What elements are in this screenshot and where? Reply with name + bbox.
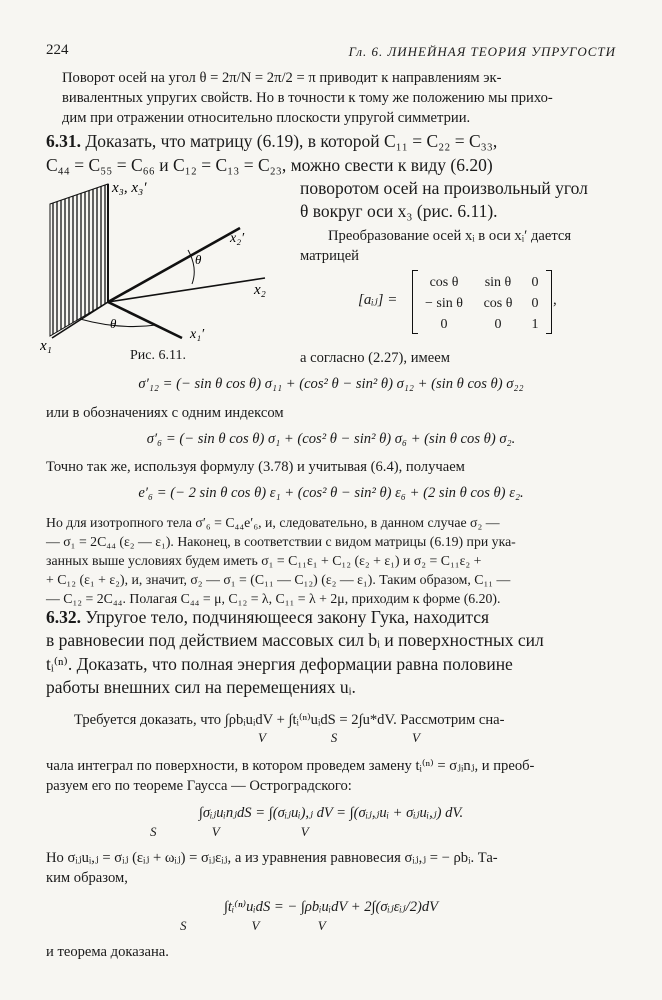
text-line: + C₁₂ (ε₁ + ε₂), и, значит, σ₂ — σ₁ = (C₁₁ — C₁₂) (ε₂ — ε₁). Таким образом, C₁₁ — bbox=[46, 572, 511, 587]
bracket-tick bbox=[412, 270, 418, 271]
label-theta-upper: θ bbox=[195, 252, 202, 267]
according-text: а согласно (2.27), имеем bbox=[300, 350, 450, 366]
problem-631-line2: C₄₄ = C₅₅ = C₆₆ и C₁₂ = C₁₃ = C₂₃, можно свести к виду (6.20) bbox=[46, 155, 493, 175]
problem-632-line1 bbox=[46, 606, 618, 629]
intro-paragraph bbox=[62, 68, 614, 128]
matrix-row: cos θ sin θ 0 bbox=[429, 275, 539, 290]
matrix-row: 0 0 1 bbox=[440, 317, 539, 332]
text-line: Поворот осей на угол θ = 2π/N = 2π/2 = π приводит к направлениям эк- bbox=[62, 70, 502, 86]
label-x2: x₂ bbox=[254, 282, 266, 298]
problem-631-line3: поворотом осей на произвольный угол bbox=[300, 178, 588, 198]
proof-but-line1: Но σᵢⱼuᵢ,ⱼ = σᵢⱼ (εᵢⱼ + ωᵢⱼ) = σᵢⱼεᵢⱼ, а из уравнения равновесия σᵢⱼ,ⱼ = − ρbᵢ. Та- bbox=[46, 850, 498, 866]
page-number: 224 bbox=[46, 42, 69, 58]
integral-limits: S V V bbox=[180, 918, 326, 933]
proof-start-line1: чала интеграл по поверхности, в котором проведем замену tᵢ⁽ⁿ⁾ = σⱼᵢnⱼ, и преоб- bbox=[46, 758, 535, 774]
problem-631-line1 bbox=[46, 130, 616, 153]
label-x3: x₃, x₃′ bbox=[112, 180, 147, 196]
integral-limits: V S V bbox=[258, 730, 420, 745]
problem-number: 6.31. bbox=[46, 131, 81, 151]
text-line: дим при отражении относительно плоскости упругой симметрии. bbox=[62, 110, 471, 126]
problem-631-line4: θ вокруг оси x₃ (рис. 6.11). bbox=[300, 201, 498, 221]
proof-but-line2: ким образом, bbox=[46, 870, 128, 886]
hatched-plane bbox=[50, 184, 108, 336]
matrix-trail: , bbox=[553, 292, 557, 308]
problem-632-line2: в равновесии под действием массовых сил bᵢ и поверхностных сил bbox=[46, 630, 544, 650]
problem-number: 6.32. bbox=[46, 607, 81, 627]
bracket-tick bbox=[546, 333, 552, 334]
text-line: — σ₁ = 2C₄₄ (ε₂ — ε₁). Наконец, в соответствии с видом матрицы (6.19) при ука- bbox=[46, 534, 516, 549]
transform-line1: Преобразование осей xᵢ в оси xᵢ′ дается bbox=[328, 228, 572, 244]
figure-caption: Рис. 6.11. bbox=[130, 348, 186, 363]
exactly-text: Точно так же, используя формулу (3.78) и учитывая (6.4), получаем bbox=[46, 459, 465, 475]
figure-6-11 bbox=[40, 178, 290, 353]
running-header: Гл. 6. ЛИНЕЙНАЯ ТЕОРИЯ УПРУГОСТИ bbox=[348, 44, 616, 59]
matrix-body bbox=[416, 272, 546, 335]
equation-3: e′₆ = (− 2 sin θ cos θ) ε₁ + (cos² θ − sin² θ) ε₆ + (2 sin θ cos θ) ε₂. bbox=[138, 485, 524, 501]
problem-632-line3: tᵢ⁽ⁿ⁾. Доказать, что полная энергия деформации равна половине bbox=[46, 654, 513, 674]
label-theta-lower: θ bbox=[110, 316, 117, 331]
label-x1: x₁ bbox=[40, 338, 52, 353]
matrix-row: − sin θ cos θ 0 bbox=[425, 296, 539, 311]
proof-required: Требуется доказать, что ∫ρbᵢuᵢdV + ∫tᵢ⁽ⁿ⁾uᵢdS = 2∫u*dV. Рассмотрим сна- bbox=[74, 712, 505, 728]
integral-limits: S V V bbox=[150, 824, 309, 839]
single-index-text: или в обозначениях с одним индексом bbox=[46, 405, 284, 421]
x2-prime-axis bbox=[108, 228, 240, 302]
problem-text: Доказать, что матрицу (6.19), в которой C₁₁ = C₂₂ = C₃₃, bbox=[85, 131, 498, 151]
bracket-tick bbox=[546, 270, 552, 271]
problem-632-line4: работы внешних сил на перемещениях uᵢ. bbox=[46, 677, 356, 697]
x1-prime-axis bbox=[108, 302, 182, 338]
proof-end: и теорема доказана. bbox=[46, 944, 169, 960]
text-line: вивалентных упругих свойств. Но в точности к тому же положению мы прихо- bbox=[62, 90, 553, 106]
label-x2-prime: x₂′ bbox=[230, 231, 245, 246]
isotropic-paragraph bbox=[46, 513, 618, 608]
matrix-lhs: [aᵢⱼ] = bbox=[358, 292, 398, 308]
equation-2: σ′₆ = (− sin θ cos θ) σ₁ + (cos² θ − sin² θ) σ₆ + (sin θ cos θ) σ₂. bbox=[146, 431, 516, 447]
problem-text: Упругое тело, подчиняющееся закону Гука, находится bbox=[85, 607, 490, 627]
equation-final: ∫tᵢ⁽ⁿ⁾uᵢdS = − ∫ρbᵢuᵢdV + 2∫(σᵢⱼεᵢⱼ/2)dV bbox=[223, 899, 439, 915]
equation-gauss: ∫σᵢⱼuᵢnⱼdS = ∫(σᵢⱼuᵢ),ⱼ dV = ∫(σᵢⱼ,ⱼuᵢ + σᵢⱼuᵢ,ⱼ) dV. bbox=[198, 805, 464, 821]
text-line: Но для изотропного тела σ′₆ = C₄₄e′₆, и, следовательно, в данном случае σ₂ — bbox=[46, 515, 500, 530]
equation-1: σ′₁₂ = (− sin θ cos θ) σ₁₁ + (cos² θ − sin² θ) σ₁₂ + (sin θ cos θ) σ₂₂ bbox=[138, 376, 524, 392]
label-x1-prime: x₁′ bbox=[190, 327, 205, 342]
proof-start-line2: разуем его по теореме Гаусса — Остроградского: bbox=[46, 778, 352, 794]
text-line: занных выше условиях будем иметь σ₁ = C₁₁ε₁ + C₁₂ (ε₂ + ε₁) и σ₂ = C₁₁ε₂ + bbox=[46, 553, 482, 568]
transform-line2: матрицей bbox=[300, 248, 359, 264]
text-line: — C₁₂ = 2C₄₄. Полагая C₄₄ = μ, C₁₂ = λ, C₁₁ = λ + 2μ, приходим к форме (6.20). bbox=[46, 591, 501, 606]
